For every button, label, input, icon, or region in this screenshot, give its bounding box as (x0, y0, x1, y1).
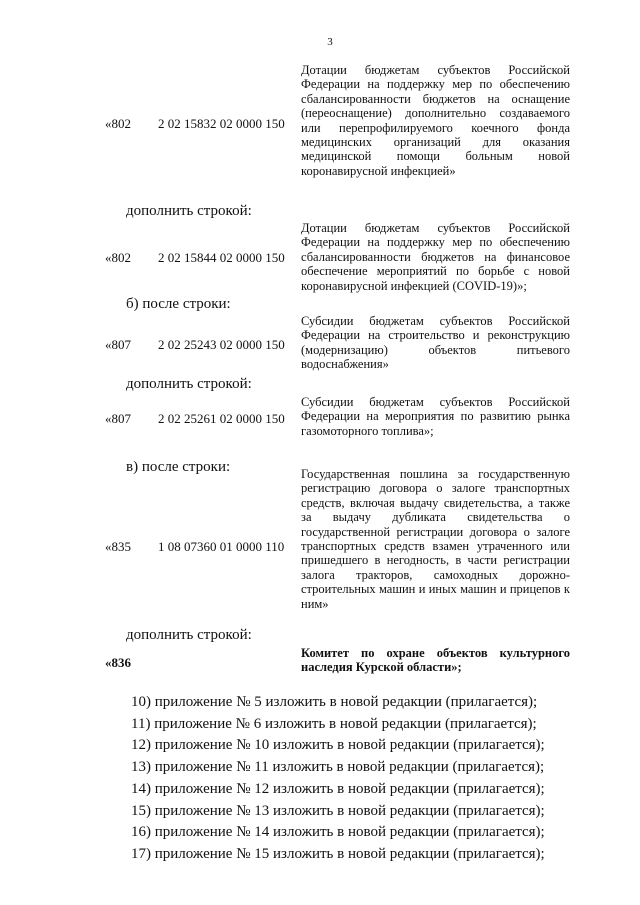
row-description: Субсидии бюджетам субъектов Российской Федерации на строительство и реконструкцию (модернизацию) объектов питьевого водоснабжения» (301, 314, 570, 372)
list-item: 16) приложение № 14 изложить в новой редакции (прилагается); (131, 824, 545, 841)
instruction-add-row: дополнить строкой: (126, 203, 252, 219)
instruction-add-row: дополнить строкой: (126, 376, 252, 392)
row-description: Дотации бюджетам субъектов Российской Федерации на поддержку мер по обеспечению сбалансированности бюджетов на финансовое обеспечение мероприятий по борьбе с новой коронавирусной инфекцией (COVID-19)»; (301, 221, 570, 293)
row-description: Дотации бюджетам субъектов Российской Федерации на поддержку мер по обеспечению сбалансированности бюджетов на оснащение (переоснащение) дополнительно создаваемого или перепрофилируемого коечного фонда медицинских организаций для оказания медицинской помощи больным новой коронавирусной инфекцией» (301, 63, 570, 178)
budget-code: 2 02 15832 02 0000 150 (158, 116, 285, 131)
instruction-after-row: б) после строки: (126, 296, 231, 312)
budget-code: 2 02 25243 02 0000 150 (158, 337, 285, 352)
row-description: Субсидии бюджетам субъектов Российской Федерации на мероприятия по развитию рынка газомоторного топлива»; (301, 395, 570, 438)
admin-code: «807 (105, 411, 131, 426)
admin-code: «836 (105, 655, 131, 670)
admin-code: «802 (105, 116, 131, 131)
admin-code: «802 (105, 250, 131, 265)
amendment-list (131, 692, 545, 866)
page-number: 3 (327, 36, 333, 48)
instruction-after-row: в) после строки: (126, 459, 231, 475)
row-description: Государственная пошлина за государственную регистрацию договора о залоге транспортных средств, включая выдачу свидетельства, а также за выдачу дубликата свидетельства о государственной регистрации договора о залоге транспортных средств взамен утраченного или пришедшего в негодность, в части регистрации залога тракторов, самоходных дорожно-строительных машин и иных машин и прицепов к ним» (301, 467, 570, 611)
row-description: Комитет по охране объектов культурного наследия Курской области»; (301, 646, 570, 675)
admin-code: «835 (105, 539, 131, 554)
budget-code: 2 02 25261 02 0000 150 (158, 411, 285, 426)
instruction-add-row: дополнить строкой: (126, 627, 252, 643)
list-item: 12) приложение № 10 изложить в новой редакции (прилагается); (131, 737, 545, 754)
list-item: 14) приложение № 12 изложить в новой редакции (прилагается); (131, 780, 545, 797)
admin-code: «807 (105, 337, 131, 352)
list-item: 17) приложение № 15 изложить в новой редакции (прилагается); (131, 845, 545, 862)
list-item: 11) приложение № 6 изложить в новой редакции (прилагается); (131, 715, 537, 732)
list-item: 13) приложение № 11 изложить в новой редакции (прилагается); (131, 759, 545, 776)
budget-code: 1 08 07360 01 0000 110 (158, 539, 285, 554)
budget-code: 2 02 15844 02 0000 150 (158, 250, 285, 265)
list-item: 10) приложение № 5 изложить в новой редакции (прилагается); (131, 694, 538, 710)
list-item: 15) приложение № 13 изложить в новой редакции (прилагается); (131, 802, 545, 819)
